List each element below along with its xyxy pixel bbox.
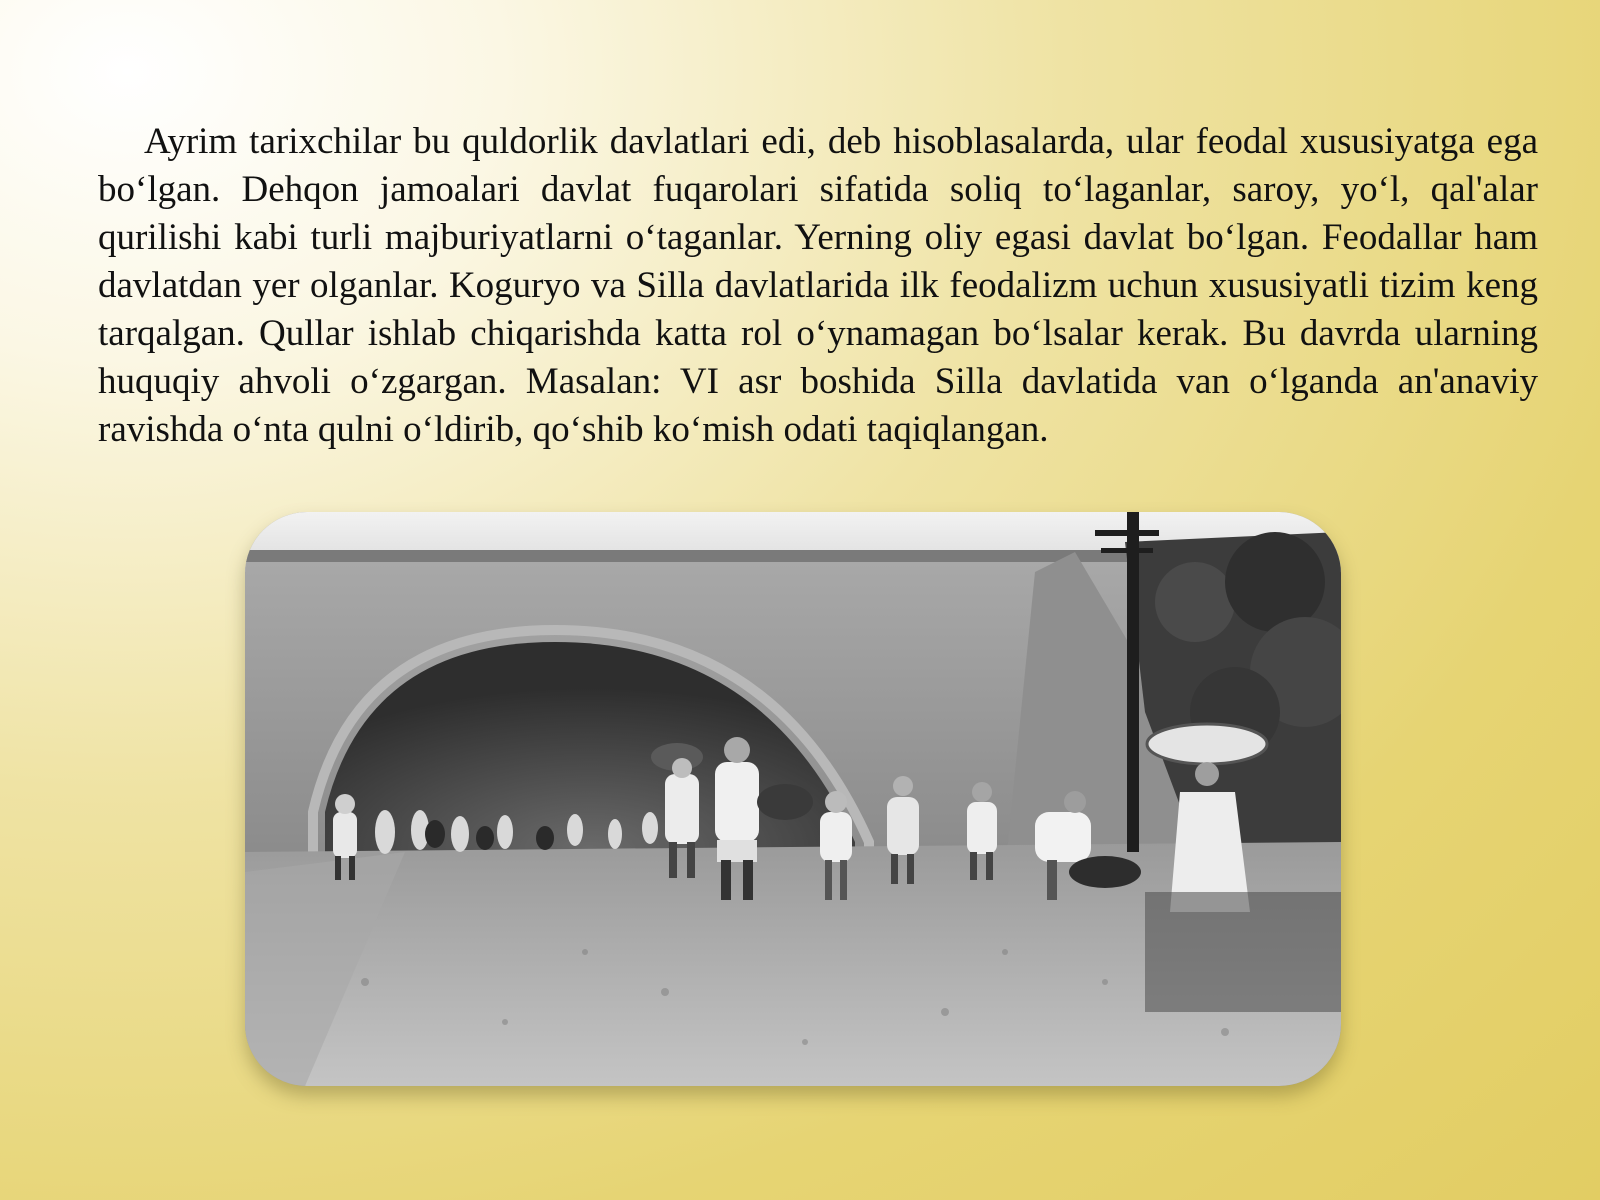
utility-pole bbox=[1127, 512, 1139, 852]
historical-photo bbox=[245, 512, 1341, 1086]
photo-illustration bbox=[245, 512, 1341, 1086]
body-paragraph: Ayrim tarixchilar bu quldorlik davlatlari edi, deb hisoblasalarda, ular feodal xususiyatga ega bo‘lgan. Dehqon jamoalari davlat fuqarolari sifatida soliq to‘laganlar, saroy, yo‘l, qal'alar qurilishi kabi turli majburiyatlarni o‘taganlar. Yerning oliy egasi davlat bo‘lgan. Feodallar ham davlatdan yer olganlar. Koguryo va Silla davlatlarida ilk feodalizm uchun xususiyatli tizim keng tarqalgan. Qullar ishlab chiqarishda katta rol o‘ynamagan bo‘lsalar kerak. Bu davrda ularning huquqiy ahvoli o‘zgargan. Masalan: VI asr boshida Silla davlatida van o‘lganda an'anaviy ravishda o‘nta qulni o‘ldirib, qo‘shib ko‘mish odati taqiqlangan. bbox=[98, 121, 1538, 450]
